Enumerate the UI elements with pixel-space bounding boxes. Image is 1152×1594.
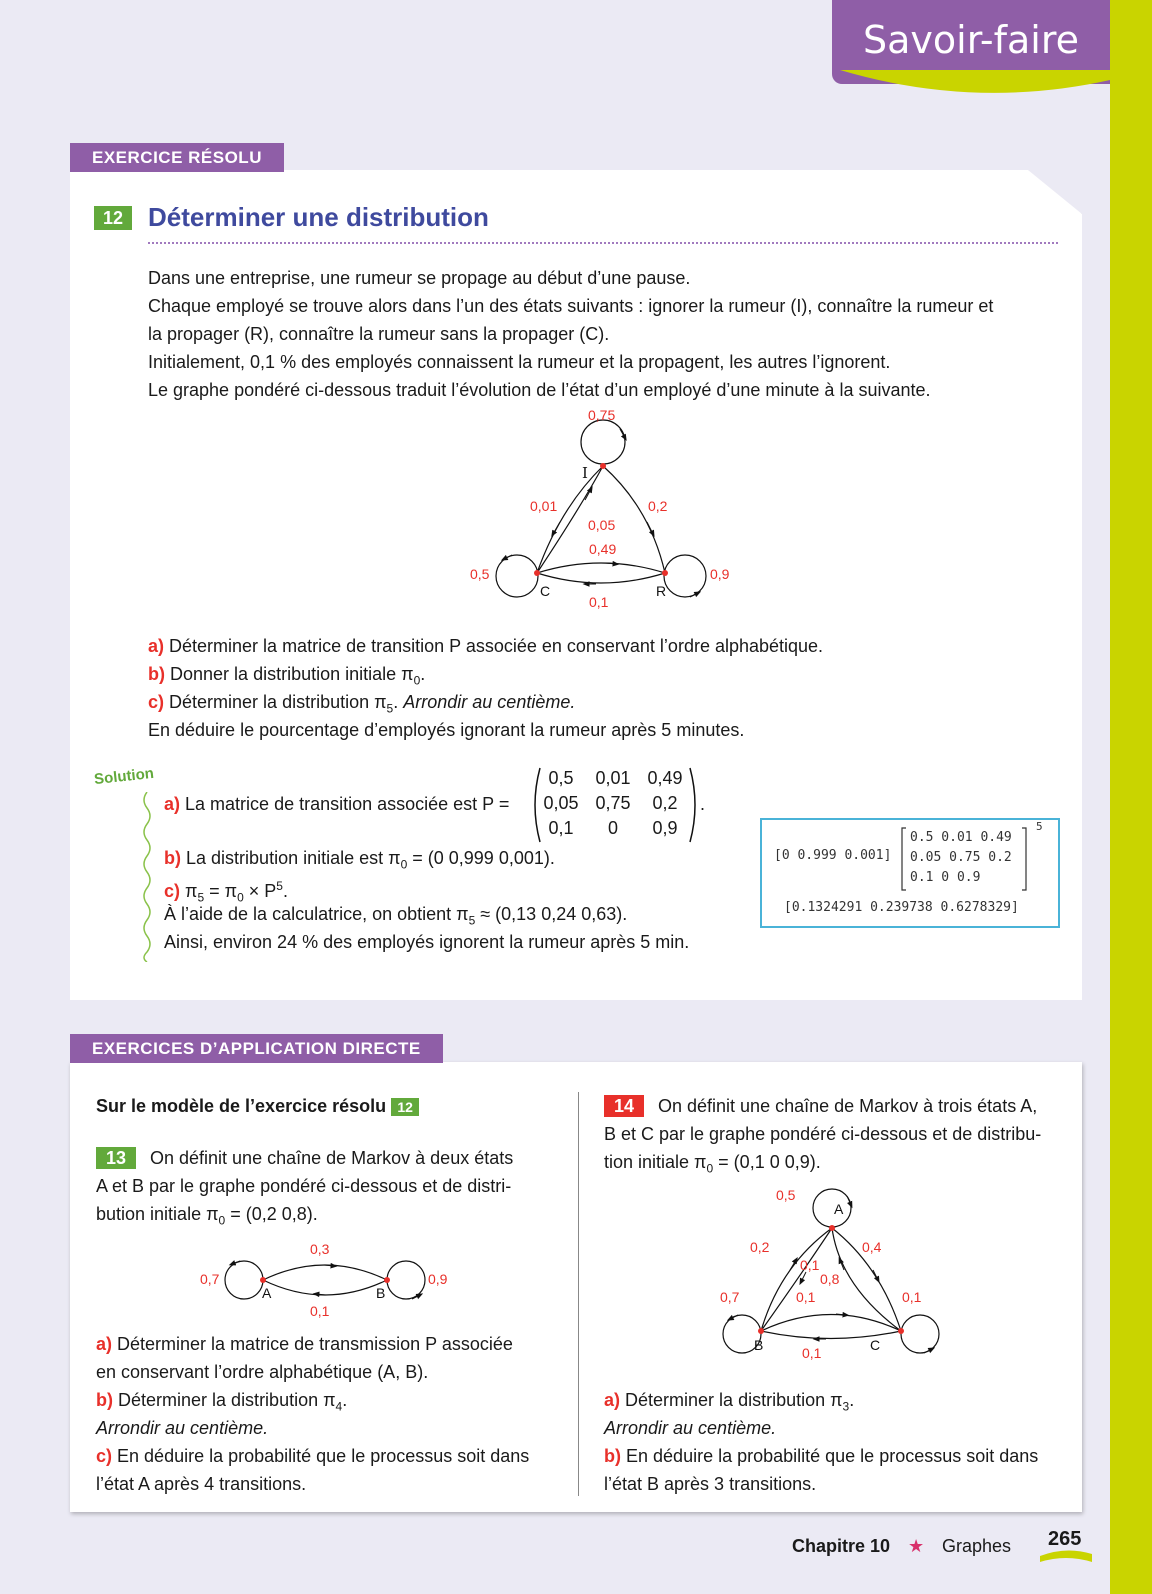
- weight-b-loop: 0,7: [720, 1289, 740, 1305]
- weight-b-a: 0,2: [750, 1239, 770, 1255]
- question-d: En déduire le pourcentage d’employés ignorant la rumeur après 5 minutes.: [148, 720, 745, 740]
- label-a: A: [262, 1285, 272, 1301]
- matrix-period: .: [700, 794, 706, 814]
- ex14-question-b-2: l’état B après 3 transitions.: [604, 1474, 817, 1494]
- application-tab: EXERCICES D’APPLICATION DIRECTE: [70, 1034, 443, 1063]
- edge-c-r: [537, 563, 665, 573]
- calc-matrix-row: 0.5 0.01 0.49: [910, 830, 1012, 845]
- solution-label: Solution: [93, 764, 155, 789]
- label-b: B: [754, 1337, 764, 1353]
- solved-tab: EXERCICE RÉSOLU: [70, 143, 284, 172]
- matrix-cell: 0,5: [548, 768, 574, 788]
- c-loop: [496, 555, 538, 597]
- i-loop-arrow: [620, 429, 625, 438]
- calc-matrix-row: 0.1 0 0.9: [910, 870, 981, 885]
- solution-c: c) $\pi_5 = \pi_0 \times P^5$.: [164, 879, 288, 905]
- weight-b-loop: 0,9: [428, 1271, 448, 1287]
- footer-topic: Graphes: [942, 1536, 1012, 1556]
- label-c: C: [870, 1337, 881, 1353]
- calc-matrix-row: 0.05 0.75 0.2: [910, 850, 1012, 865]
- ex13-rounding-note: Arrondir au centième.: [96, 1418, 269, 1438]
- banner-title: Savoir-faire: [863, 18, 1079, 62]
- weight-b-a: 0,1: [310, 1303, 330, 1319]
- i-loop: [581, 420, 625, 464]
- node-a: [829, 1225, 835, 1231]
- weight-a-loop: 0,7: [200, 1271, 220, 1287]
- weight-i-r: 0,2: [648, 498, 668, 514]
- weight-i-c: 0,05: [588, 517, 616, 533]
- matrix-cell: 0,05: [543, 793, 579, 813]
- label-b: B: [376, 1285, 386, 1301]
- intro-line-5: Le graphe pondéré ci-dessous traduit l’évolution de l’état d’un employé d’une minute à la suivante.: [148, 380, 931, 400]
- exercise-title: Déterminer une distribution: [148, 202, 489, 232]
- matrix-cell: 0,9: [652, 818, 678, 838]
- ex13-graph: [190, 1240, 460, 1320]
- weight-r-loop: 0,9: [710, 566, 730, 582]
- node-i: [600, 463, 606, 469]
- matrix-cell: 0,2: [652, 793, 678, 813]
- weight-a-c: 0,4: [862, 1239, 882, 1255]
- ex13-question-a-1: a) Déterminer la matrice de transmission P associée: [96, 1334, 513, 1354]
- node-a: [260, 1277, 266, 1283]
- edge-a-b: [263, 1265, 387, 1280]
- ex13-line-1: 13 On définit une chaîne de Markov à deux états: [96, 1144, 513, 1172]
- question-b: b) Donner la distribution initiale $\pi_0$.: [148, 664, 426, 688]
- solution-a: a) La matrice de transition associée est P =: [164, 794, 510, 814]
- ex13-question-a-2: en conservant l’ordre alphabétique (A, B).: [96, 1362, 429, 1382]
- matrix-cell: 0,49: [647, 768, 683, 788]
- ex14-question-a: a) Déterminer la distribution $\pi_3$.: [604, 1390, 855, 1414]
- intro-line-4: Initialement, 0,1 % des employés connaissent la rumeur et la propagent, les autres l’ignorent.: [148, 352, 891, 372]
- label-r: R: [656, 583, 667, 599]
- matrix-cell: 0: [607, 818, 618, 838]
- weight-c-a: 0,8: [820, 1271, 840, 1287]
- ex13-question-c-2: l’état A après 4 transitions.: [96, 1474, 307, 1494]
- side-color-strip: [1110, 0, 1152, 1594]
- weight-a-b: 0,3: [310, 1241, 330, 1257]
- ex14-graph: [720, 1186, 960, 1376]
- weight-c-r: 0,49: [589, 541, 617, 557]
- label-c: C: [540, 583, 551, 599]
- question-c: c) Déterminer la distribution $\pi_5$. Arrondir au centième.: [148, 692, 576, 716]
- calculator-screen: [760, 818, 1060, 928]
- ex14-line-1: 14 On définit une chaîne de Markov à trois états A,: [604, 1092, 1037, 1120]
- banner-swoosh: [840, 70, 1110, 106]
- weight-c-loop: 0,1: [902, 1289, 922, 1305]
- calc-result: [0.1324291 0.239738 0.6278329]: [784, 900, 1019, 915]
- question-a: a) Déterminer la matrice de transition P associée en conservant l’ordre alphabétique.: [148, 636, 824, 656]
- r-loop: [664, 555, 706, 597]
- page-number: 265: [1048, 1528, 1082, 1550]
- intro-line-1: Dans une entreprise, une rumeur se propage au début d’une pause.: [148, 268, 691, 288]
- node-b: [384, 1277, 390, 1283]
- label-i: I: [582, 464, 588, 482]
- rumor-graph: [460, 408, 740, 618]
- intro-line-3: la propager (R), connaître la rumeur sans la propager (C).: [148, 324, 610, 344]
- weight-c-loop: 0,5: [470, 566, 490, 582]
- solution-wavy-line: [140, 792, 154, 962]
- weight-b-c: 0,1: [796, 1289, 816, 1305]
- column-divider: [578, 1092, 579, 1496]
- title-divider: [148, 242, 1058, 244]
- node-c: [898, 1328, 904, 1334]
- ex13-question-c-1: c) En déduire la probabilité que le processus soit dans: [96, 1446, 530, 1466]
- ex14-rounding-note: Arrondir au centième.: [604, 1418, 777, 1438]
- solution-conclusion: Ainsi, environ 24 % des employés ignorent la rumeur après 5 min.: [164, 932, 690, 952]
- node-c: [534, 570, 540, 576]
- weight-i-loop: 0,75: [588, 408, 616, 423]
- ex13-line-3: bution initiale $\pi_0 = (0,2$ 0,8).: [96, 1204, 318, 1228]
- ex14-question-b-1: b) En déduire la probabilité que le processus soit dans: [604, 1446, 1039, 1466]
- matrix-cell: 0,01: [595, 768, 631, 788]
- weight-a-b: 0,1: [800, 1257, 820, 1273]
- transition-matrix: [530, 766, 700, 844]
- ex13-question-b: b) Déterminer la distribution $\pi_4$.: [96, 1390, 348, 1414]
- calc-exponent: 5: [1036, 820, 1043, 833]
- matrix-cell: 0,75: [595, 793, 631, 813]
- solution-b: b) La distribution initiale est $\pi_0 = (0$ 0,999 0,001).: [164, 848, 555, 872]
- model-reference: Sur le modèle de l’exercice résolu 12: [96, 1092, 419, 1120]
- footer-star-icon: ★: [908, 1536, 925, 1556]
- matrix-cell: 0,1: [548, 818, 574, 838]
- weight-c-b: 0,1: [802, 1345, 822, 1361]
- weight-r-c: 0,1: [589, 594, 609, 610]
- weight-a-loop: 0,5: [776, 1187, 796, 1203]
- edge-b-a: [263, 1280, 387, 1295]
- calc-vector: [0 0.999 0.001]: [774, 848, 892, 863]
- intro-line-2: Chaque employé se trouve alors dans l’un des états suivants : ignorer la rumeur (I), connaître la rumeur et: [148, 296, 994, 316]
- edge-r-c: [537, 573, 665, 583]
- solution-c-calc: À l’aide de la calculatrice, on obtient $\pi_5 \approx (0,13$ 0,24 0,63).: [164, 904, 628, 928]
- label-a: A: [834, 1201, 844, 1217]
- edge-b-c: [761, 1315, 901, 1332]
- footer-chapter: Chapitre 10: [792, 1536, 891, 1556]
- ex14-line-2: B et C par le graphe pondéré ci-dessous et de distribu-: [604, 1124, 1042, 1144]
- node-b: [758, 1328, 764, 1334]
- node-r: [662, 570, 668, 576]
- exercise-number: 12: [94, 206, 132, 230]
- ex14-line-3: tion initiale $\pi_0 = (0,1$ 0 0,9).: [604, 1152, 821, 1176]
- ex13-line-2: A et B par le graphe pondéré ci-dessous et de distri-: [96, 1176, 512, 1196]
- weight-c-i: 0,01: [530, 498, 558, 514]
